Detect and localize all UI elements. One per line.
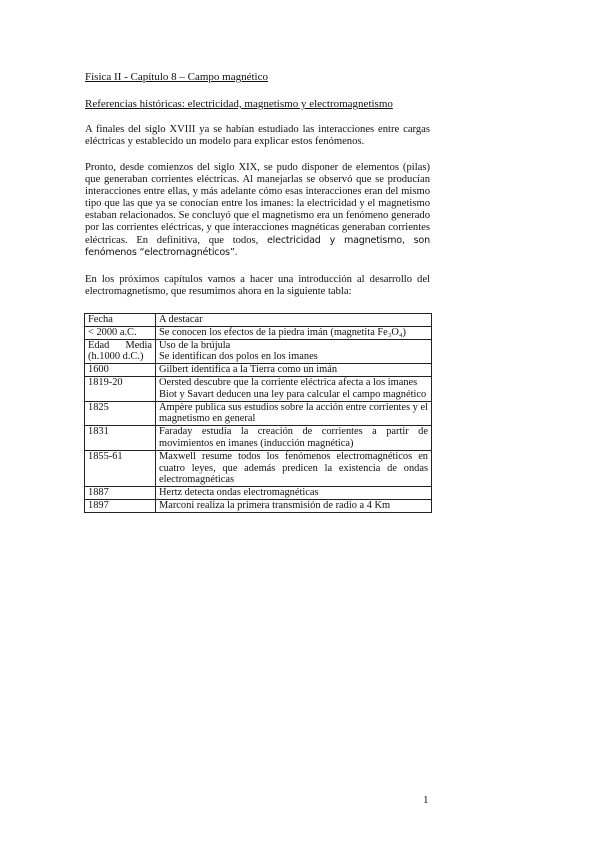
table-row — [85, 326, 432, 339]
table-cell-date: 1819-20 — [85, 376, 156, 401]
paragraph-table-intro: En los próximos capítulos vamos a hacer una introducción al desarrollo del electromagnetismo, que resumimos ahora en la siguiente tabla: — [85, 274, 430, 298]
date-word: Media — [125, 339, 152, 351]
table-cell-date: 1887 — [85, 487, 156, 500]
table-row — [85, 364, 432, 377]
table-row — [85, 401, 432, 426]
history-table — [84, 313, 432, 513]
event-line: Uso de la brújula — [159, 339, 231, 351]
table-row — [85, 450, 432, 486]
date-word: Edad — [88, 339, 110, 351]
table-cell-date — [85, 339, 156, 364]
table-row — [85, 487, 432, 500]
table-cell-event — [156, 339, 432, 364]
table-cell-event: Se conocen los efectos de la piedra imán (magnetita Fe₃O₄) — [156, 326, 432, 339]
table-cell-event: Maxwell resume todos los fenómenos electromagnéticos en cuatro leyes, que además predicen la existencia de ondas electromagnéticas — [156, 450, 432, 486]
date-line: (h.1000 d.C.) — [88, 351, 144, 363]
table-header-row — [85, 314, 432, 327]
table-cell-date: 1600 — [85, 364, 156, 377]
table-cell-date: 1831 — [85, 426, 156, 451]
paragraph-history-highlight: electricidad y magnetismo, son fenómenos “electromagnéticos”. — [85, 234, 430, 258]
table-row — [85, 339, 432, 364]
table-row — [85, 499, 432, 512]
event-line: Biot y Savart deducen una ley para calcular el campo magnético — [159, 388, 427, 400]
date-line — [88, 340, 152, 352]
table-header-events: A destacar — [156, 314, 432, 327]
chapter-header: Física II - Capítulo 8 – Campo magnético — [85, 71, 268, 83]
section-title: Referencias históricas: electricidad, magnetismo y electromagnetismo — [85, 98, 393, 110]
page-number: 1 — [423, 794, 429, 806]
table-header-date: Fecha — [85, 314, 156, 327]
paragraph-history-text: Pronto, desde comienzos del siglo XIX, se pudo disponer de elementos (pilas) que generaban corrientes eléctricas. Al manejarlas se observó que se producían interacciones entre ellas, y más adelante cómo esas interacciones eran del mismo tipo que las que ya se conocían entre los imanes: la electricidad y el magnetismo estaban relacionados. Se concluyó que el magnetismo era un fenómeno generado por las corrientes eléctricas, y que interacciones magnéticas generaban corrientes eléctricas. En definitiva, que todos, — [85, 162, 430, 246]
table-cell-event — [156, 376, 432, 401]
table-row — [85, 376, 432, 401]
event-line: Se identifican dos polos en los imanes — [159, 351, 318, 363]
table-cell-event: Ampère publica sus estudios sobre la acción entre corrientes y el magnetismo en general — [156, 401, 432, 426]
table-cell-event: Gilbert identifica a la Tierra como un imán — [156, 364, 432, 377]
table-cell-event: Hertz detecta ondas electromagnéticas — [156, 487, 432, 500]
paragraph-intro: A finales del siglo XVIII ya se habían estudiado las interacciones entre cargas eléctricas y establecido un modelo para explicar estos fenómenos. — [85, 124, 430, 148]
table-cell-date: 1825 — [85, 401, 156, 426]
table-cell-event: Marconi realiza la primera transmisión de radio a 4 Km — [156, 499, 432, 512]
event-line: Oersted descubre que la corriente eléctrica afecta a los imanes — [159, 376, 418, 388]
table-cell-event: Faraday estudia la creación de corrientes a partir de movimientos en imanes (inducción magnética) — [156, 426, 432, 451]
table-cell-date: 1855-61 — [85, 450, 156, 486]
table-row — [85, 426, 432, 451]
paragraph-history — [85, 162, 430, 259]
table-cell-date: 1897 — [85, 499, 156, 512]
table-cell-date: < 2000 a.C. — [85, 326, 156, 339]
